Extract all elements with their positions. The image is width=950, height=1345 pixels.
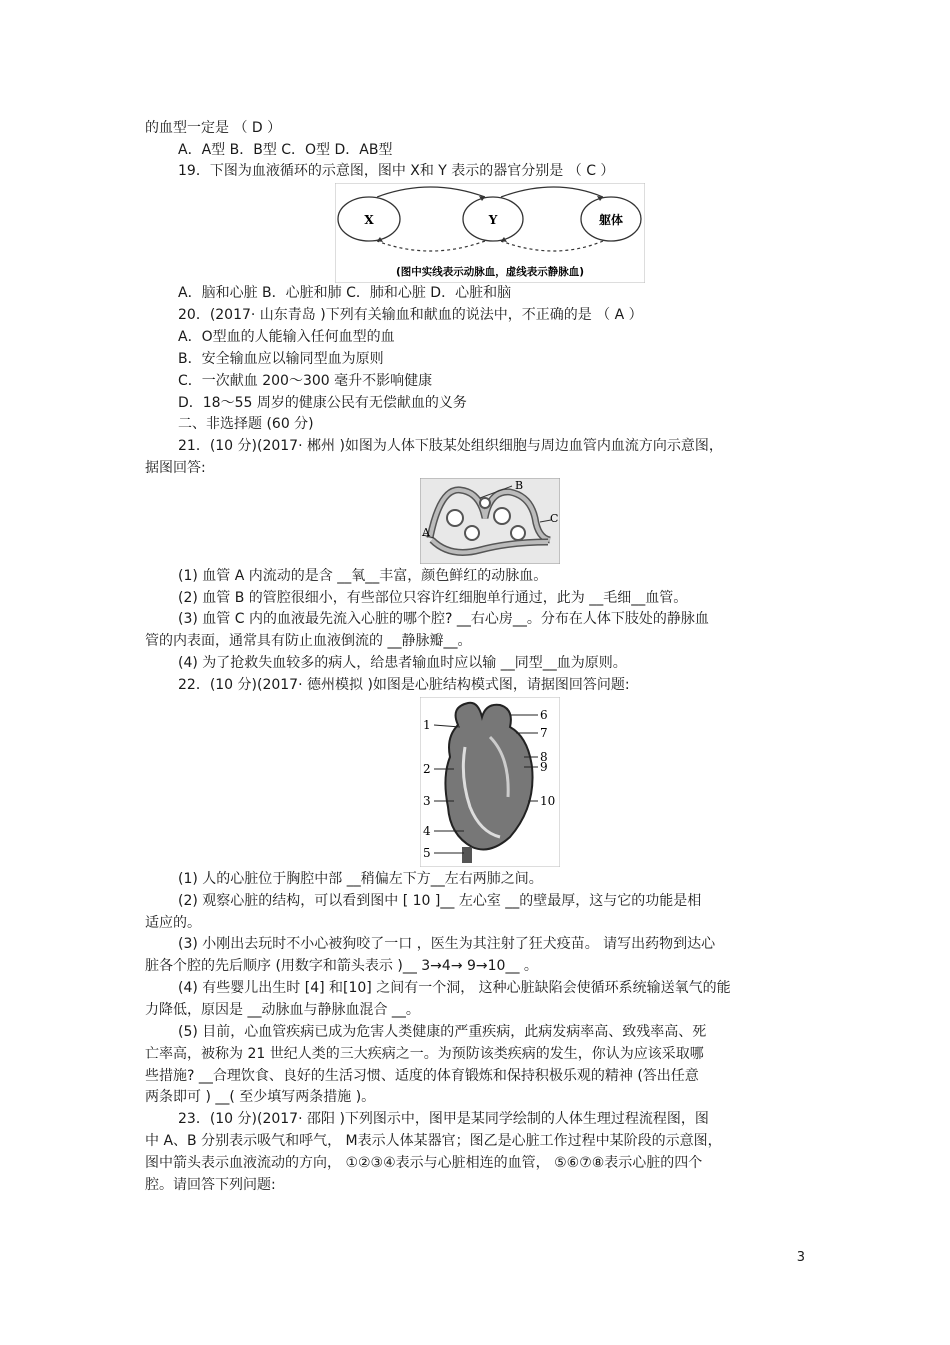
text-line: 力降低，原因是 __动脉血与静脉血混合 __。: [145, 1002, 420, 1018]
text-line: 腔。请回答下列问题:: [145, 1177, 276, 1193]
label-body: 躯体: [598, 213, 624, 227]
answer-22-1: (1) 人的心脏位于胸腔中部 __稍偏左下方__左右两肺之间。: [178, 871, 543, 887]
text-line: 中 A、B 分别表示吸气和呼气， M表示人体某器官；图乙是心脏工作过程中某阶段的示意图，: [145, 1133, 722, 1149]
text-line: 亡率高，被称为 21 世纪人类的三大疾病之一。为预防该类疾病的发生，你认为应该采取哪: [145, 1046, 704, 1062]
text-line: 图中箭头表示血液流动的方向， ①②③④表示与心脏相连的血管， ⑤⑥⑦⑧表示心脏的四个: [145, 1155, 703, 1171]
answer-22-5: (5) 目前，心血管疾病已成为危害人类健康的严重疾病，此病发病率高、致残率高、死: [178, 1024, 707, 1040]
section-heading: 二、非选择题 (60 分): [178, 416, 314, 432]
capillary-diagram: [420, 478, 560, 564]
text-line: A．A型 B．B型 C．O型 D．AB型: [178, 142, 393, 158]
text-line: 管的内表面，通常具有防止血液倒流的 __静脉瓣__。: [145, 633, 472, 649]
label-1: 1: [423, 718, 431, 732]
option-a: A．O型血的人能输入任何血型的血: [178, 329, 395, 345]
label-a: A: [422, 526, 430, 539]
page-number: 3: [796, 1250, 805, 1265]
text-line: 的血型一定是 （ D ）: [145, 120, 282, 136]
answer-22-3: (3) 小刚出去玩时不小心被狗咬了一口 ，医生为其注射了狂犬疫苗。 请写出药物到达心: [178, 936, 716, 952]
heart-diagram: [420, 697, 560, 867]
answer-21-4: (4) 为了抢救失血较多的病人，给患者输血时应以输 __同型__血为原则。: [178, 655, 627, 671]
answer-22-2: (2) 观察心脏的结构，可以看到图中 [ 10 ]__ 左心室 __的壁最厚，这与它的功能是相: [178, 893, 702, 909]
text-line: 适应的。: [145, 915, 201, 931]
question-21: 21．(10 分)(2017· 郴州 )如图为人体下肢某处组织细胞与周边血管内血流方向示意图，: [178, 438, 723, 454]
question-20: 20．(2017· 山东青岛 )下列有关输血和献血的说法中，不正确的是 （ A ）: [178, 307, 643, 323]
label-10: 10: [540, 794, 556, 808]
option-c: C．一次献血 200～300 毫升不影响健康: [178, 373, 433, 389]
label-5: 5: [423, 846, 431, 860]
label-4: 4: [423, 824, 431, 838]
option-b: B．安全输血应以输同型血为原则: [178, 351, 384, 367]
question-19: 19．下图为血液循环的示意图，图中 X和 Y 表示的器官分别是 （ C ）: [178, 163, 615, 179]
label-7: 7: [540, 726, 548, 740]
label-3: 3: [423, 794, 431, 808]
text-line: 两条即可 ) __( 至少填写两条措施 )。: [145, 1089, 376, 1105]
options-19: A．脑和心脏 B．心脏和肺 C．肺和心脏 D．心脏和脑: [178, 285, 512, 301]
label-y: Y: [488, 213, 498, 227]
text-line: 些措施? __合理饮食、良好的生活习惯、适度的体育锻炼和保持积极乐观的精神 (答出任意: [145, 1068, 699, 1084]
answer-22-4: (4) 有些婴儿出生时 [4] 和[10] 之间有一个洞， 这种心脏缺陷会使循环系统输送氧气的能: [178, 980, 731, 996]
answer-21-2: (2) 血管 B 的管腔很细小，有些部位只容许红细胞单行通过，此为 __毛细__血管。: [178, 590, 688, 606]
label-c: C: [550, 512, 559, 525]
question-22: 22．(10 分)(2017· 德州模拟 )如图是心脏结构模式图，请据图回答问题:: [178, 677, 630, 693]
text-line: 据图回答:: [145, 460, 206, 476]
option-d: D．18～55 周岁的健康公民有无偿献血的义务: [178, 395, 467, 411]
label-8: 8: [540, 750, 548, 764]
diagram-caption: (图中实线表示动脉血，虚线表示静脉血): [395, 266, 585, 278]
answer-21-3: (3) 血管 C 内的血液最先流入心脏的哪个腔? __右心房__。分布在人体下肢处的静脉血: [178, 611, 709, 627]
answer-21-1: (1) 血管 A 内流动的是含 __氧__丰富，颜色鲜红的动脉血。: [178, 568, 548, 584]
text-line: 脏各个腔的先后顺序 (用数字和箭头表示 )__ 3→4→ 9→10__ 。: [145, 958, 538, 974]
circulation-diagram: [335, 183, 645, 283]
label-2: 2: [423, 762, 431, 776]
label-b: B: [515, 479, 524, 492]
question-23: 23．(10 分)(2017· 邵阳 )下列图示中，图甲是某同学绘制的人体生理过程流程图，图: [178, 1111, 709, 1127]
label-x: X: [364, 213, 374, 227]
label-9: 9: [540, 760, 548, 774]
label-6: 6: [540, 708, 548, 722]
